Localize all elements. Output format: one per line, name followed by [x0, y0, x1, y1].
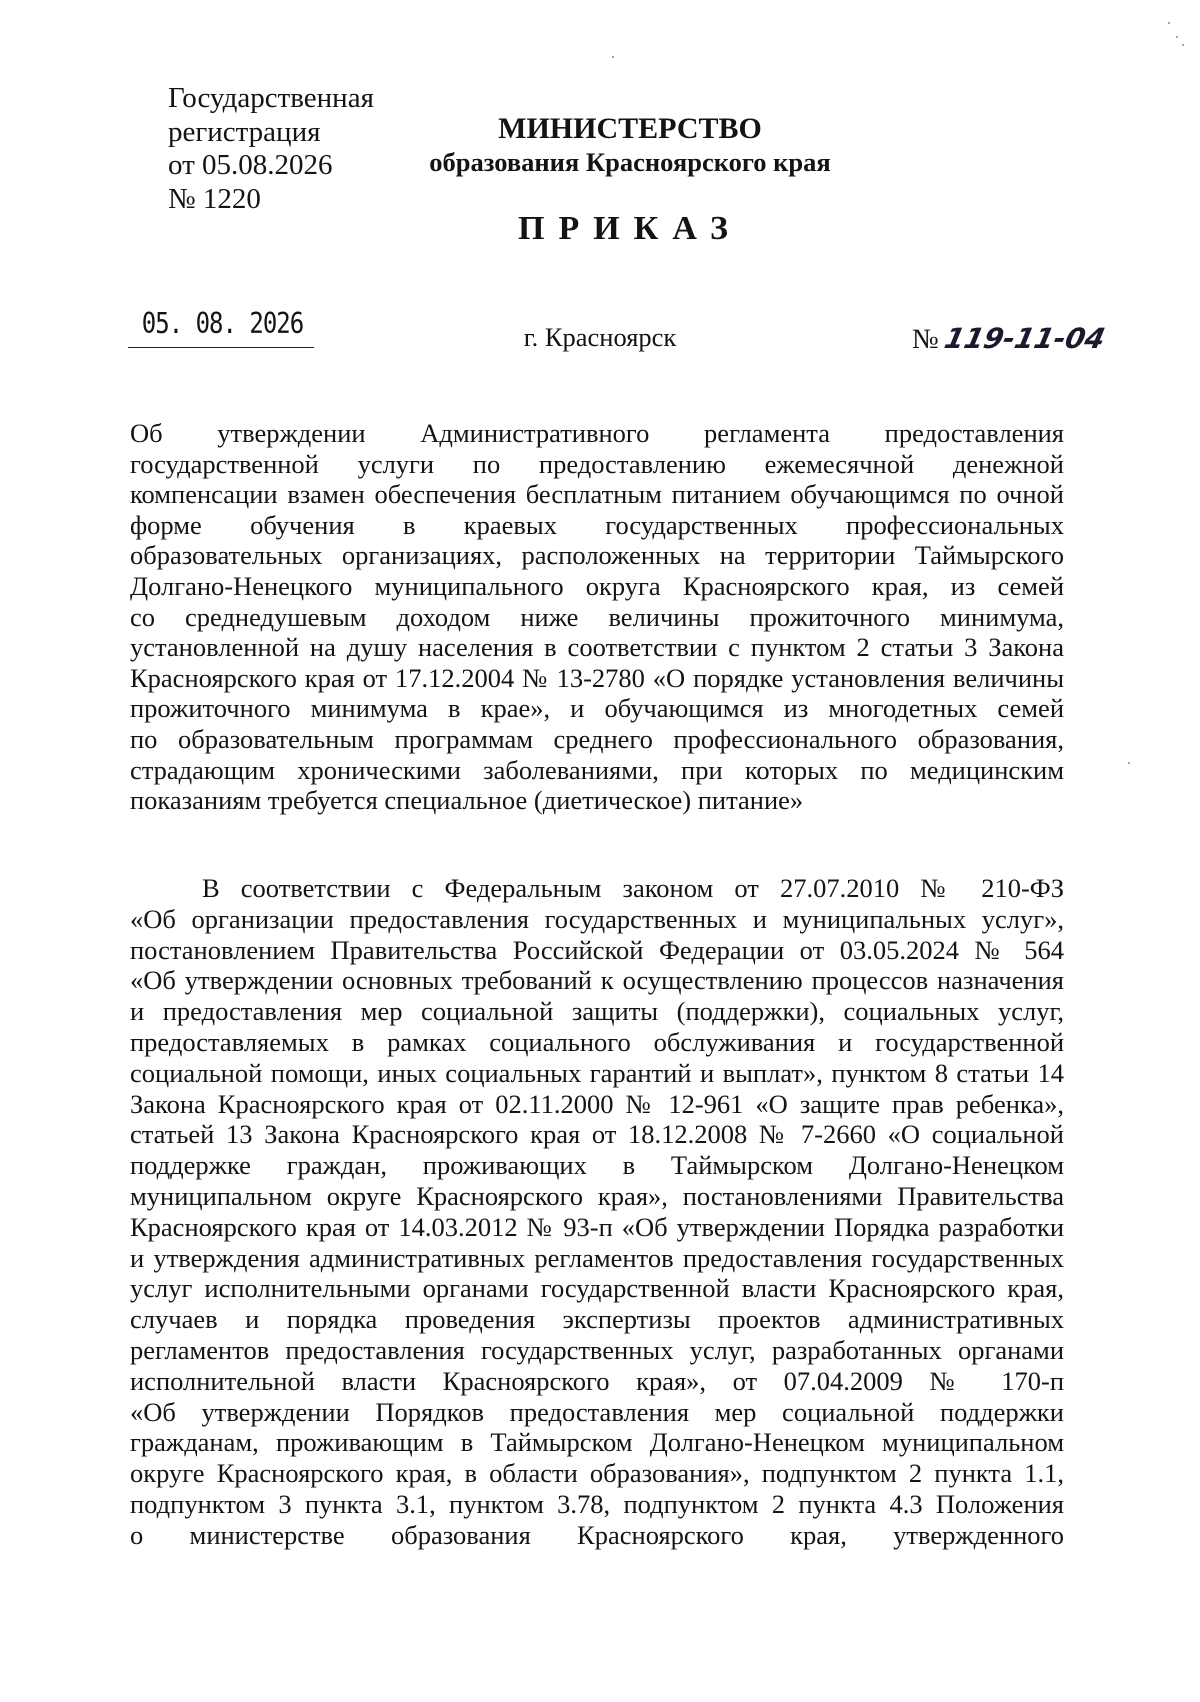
body-line: «Об утверждении основных требований к осуществлению процессов назначения [130, 965, 1064, 996]
scan-speck [1168, 22, 1170, 24]
body-line: округе Красноярского края, в области образования», подпунктом 2 пункта 1.1, [130, 1458, 1064, 1489]
registration-line: регистрация [168, 115, 321, 148]
body-line: «Об организации предоставления государственных и муниципальных услуг», [130, 903, 1064, 934]
body-line: регламентов предоставления государственных услуг, разработанных органами [130, 1334, 1064, 1365]
order-number-prefix: № [912, 324, 939, 355]
subject-line: установленной на душу населения в соответствии с пунктом 2 статьи 3 Закона [130, 632, 1064, 663]
body-line: «Об утверждении Порядков предоставления мер социальной поддержки [130, 1396, 1064, 1427]
body-line: предоставляемых в рамках социального обслуживания и государственной [130, 1026, 1064, 1057]
body-line: и предоставления мер социальной защиты (поддержки), социальных услуг, [130, 996, 1064, 1027]
order-date-stamp: 05. 08. 2026 [141, 306, 304, 340]
order-number [912, 322, 1108, 356]
body-line: подпунктом 3 пункта 3.1, пунктом 3.78, подпунктом 2 пункта 4.3 Положения [130, 1488, 1064, 1519]
body-line: В соответствии с Федеральным законом от 27.07.2010 № 210-ФЗ [202, 873, 1064, 903]
body-line: исполнительной власти Красноярского края», от 07.04.2009 № 170-п [130, 1365, 1064, 1396]
registration-block [168, 82, 374, 216]
registration-number: № 1220 [168, 182, 261, 215]
order-number-handwritten: 119-11-04 [941, 322, 1108, 355]
body-line: и утверждения административных регламентов предоставления государственных [130, 1242, 1064, 1273]
body-line: постановлением Правительства Российской Федерации от 03.05.2024 № 564 [130, 934, 1064, 965]
scan-speck [1128, 762, 1130, 764]
ministry-subtitle: образования Красноярского края [429, 147, 831, 177]
scan-speck [1176, 36, 1178, 38]
subject-line: по образовательным программам среднего профессионального образования, [130, 723, 1064, 754]
subject-line: со среднедушевым доходом ниже величины прожиточного минимума, [130, 601, 1064, 632]
body-line: о министерстве образования Красноярского края, утвержденного [130, 1519, 1064, 1550]
registration-date: от 05.08.2026 [168, 149, 333, 181]
subject-line: Красноярского края от 17.12.2004 № 13-2780 «О порядке установления величины [130, 662, 1064, 693]
body-line: услуг исполнительными органами государственной власти Красноярского края, [130, 1273, 1064, 1304]
ministry-name: МИНИСТЕРСТВО [498, 112, 762, 145]
subject-line: показаниям требуется специальное (диетическое) питание» [130, 785, 804, 816]
subject-line: страдающим хроническими заболеваниями, при которых по медицинским [130, 754, 1064, 785]
subject-line: образовательных организациях, расположенных на территории Таймырского [130, 540, 1064, 571]
subject-line: Об утверждении Административного регламента предоставления [130, 418, 1064, 448]
body-line: статьей 13 Закона Красноярского края от 18.12.2008 № 7-2660 «О социальной [130, 1119, 1064, 1150]
order-preamble [130, 873, 1064, 1551]
body-line: случаев и порядка проведения экспертизы проектов административных [130, 1304, 1064, 1335]
body-line: Красноярского края от 14.03.2012 № 93-п «Об утверждении Порядка разработки [130, 1211, 1064, 1242]
subject-line: форме обучения в краевых государственных профессиональных [130, 509, 1064, 540]
subject-line: государственной услуги по предоставлению ежемесячной денежной [130, 448, 1064, 479]
body-line: социальной помощи, иных социальных гарантий и выплат», пунктом 8 статьи 14 [130, 1057, 1064, 1088]
body-line: гражданам, проживающим в Таймырском Долгано-Ненецком муниципальном [130, 1427, 1064, 1458]
scan-speck [1182, 44, 1184, 46]
subject-line: прожиточного минимума в крае», и обучающимся из многодетных семей [130, 693, 1064, 724]
body-line: Закона Красноярского края от 02.11.2000 № 12-961 «О защите прав ребенка», [130, 1088, 1064, 1119]
order-city: г. Красноярск [523, 322, 677, 352]
body-line: поддержке граждан, проживающих в Таймырском Долгано-Ненецком [130, 1150, 1064, 1181]
order-subject [130, 418, 1064, 816]
date-underline [128, 347, 314, 348]
subject-line: Долгано-Ненецкого муниципального округа Красноярского края, из семей [130, 570, 1064, 601]
document-type-title: ПРИКАЗ [518, 210, 742, 247]
subject-line: компенсации взамен обеспечения бесплатным питанием обучающимся по очной [130, 479, 1064, 510]
registration-line: Государственная [168, 82, 374, 114]
scan-speck [612, 56, 614, 58]
body-line: муниципальном округе Красноярского края», постановлениями Правительства [130, 1180, 1064, 1211]
